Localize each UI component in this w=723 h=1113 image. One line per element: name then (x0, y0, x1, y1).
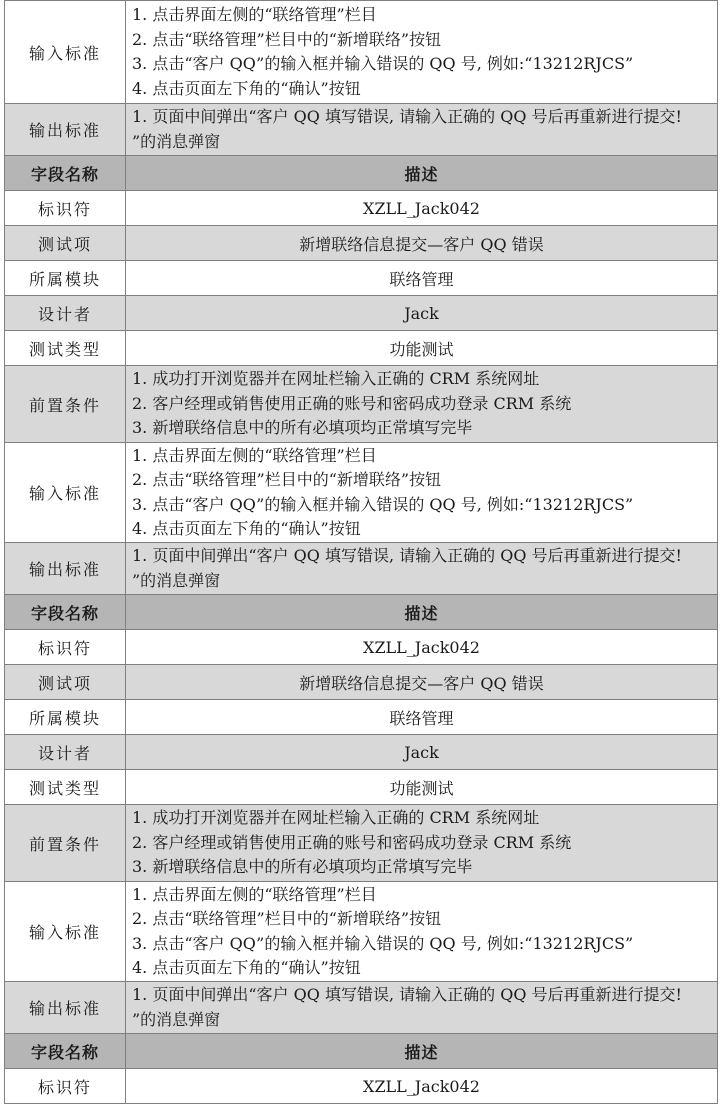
label-designer: 设计者 (5, 296, 126, 331)
label-test-item: 测试项 (5, 665, 126, 700)
row-module (5, 261, 718, 296)
label-identifier: 标识符 (5, 630, 126, 665)
precondition-lines (126, 805, 718, 882)
row-identifier (5, 630, 718, 665)
input-step: 3. 点击“客户 QQ”的输入框并输入错误的 QQ 号, 例如:“13212RJCS” (132, 54, 634, 73)
value-designer: Jack (126, 735, 718, 770)
label-test-type: 测试类型 (5, 331, 126, 366)
label-identifier: 标识符 (5, 191, 126, 226)
value-identifier: XZLL_Jack042 (126, 1069, 718, 1104)
label-designer: 设计者 (5, 735, 126, 770)
value-test-item: 新增联络信息提交—客户 QQ 错误 (126, 226, 718, 261)
header-desc: 描述 (126, 156, 718, 191)
input-step: 4. 点击页面左下角的“确认”按钮 (132, 958, 361, 977)
value-module: 联络管理 (126, 261, 718, 296)
row-output (5, 982, 718, 1034)
label-test-type: 测试类型 (5, 770, 126, 805)
input-steps (126, 443, 718, 543)
row-identifier (5, 191, 718, 226)
value-test-type: 功能测试 (126, 770, 718, 805)
input-step: 1. 点击界面左侧的“联络管理”栏目 (132, 5, 377, 24)
header-row (5, 1034, 718, 1069)
row-test-type (5, 331, 718, 366)
row-precondition (5, 366, 718, 443)
row-output (5, 104, 718, 156)
header-desc: 描述 (126, 1034, 718, 1069)
output-text: 1. 页面中间弹出“客户 QQ 填写错误, 请输入正确的 QQ 号后再重新进行提交! ”的消息弹窗 (126, 982, 718, 1034)
precondition-line: 3. 新增联络信息中的所有必填项均正常填写完毕 (132, 857, 473, 877)
row-designer (5, 296, 718, 331)
value-module: 联络管理 (126, 700, 718, 735)
input-step: 3. 点击“客户 QQ”的输入框并输入错误的 QQ 号, 例如:“13212RJCS” (132, 933, 634, 953)
row-output (5, 543, 718, 595)
precondition-lines (126, 366, 718, 443)
label-output: 输出标准 (5, 982, 126, 1034)
value-test-item: 新增联络信息提交—客户 QQ 错误 (126, 665, 718, 700)
row-test-item (5, 226, 718, 261)
input-step: 2. 点击“联络管理”栏目中的“新增联络”按钮 (132, 909, 442, 928)
row-module (5, 700, 718, 735)
row-input (5, 882, 718, 982)
input-step: 4. 点击页面左下角的“确认”按钮 (132, 78, 361, 98)
header-row (5, 156, 718, 191)
value-identifier: XZLL_Jack042 (126, 191, 718, 226)
row-input (5, 443, 718, 543)
precondition-line: 1. 成功打开浏览器并在网址栏输入正确的 CRM 系统网址 (132, 808, 540, 828)
label-module: 所属模块 (5, 261, 126, 296)
precondition-line: 2. 客户经理或销售使用正确的账号和密码成功登录 CRM 系统 (132, 832, 572, 852)
label-precondition: 前置条件 (5, 366, 126, 443)
header-desc: 描述 (126, 595, 718, 630)
input-steps (126, 882, 718, 982)
row-designer (5, 735, 718, 770)
label-precondition: 前置条件 (5, 805, 126, 882)
precondition-line: 3. 新增联络信息中的所有必填项均正常填写完毕 (132, 418, 473, 438)
precondition-line: 1. 成功打开浏览器并在网址栏输入正确的 CRM 系统网址 (132, 369, 540, 389)
precondition-line: 2. 客户经理或销售使用正确的账号和密码成功登录 CRM 系统 (132, 393, 572, 413)
label-output: 输出标准 (5, 104, 126, 156)
label-identifier: 标识符 (5, 1069, 126, 1104)
header-field: 字段名称 (5, 156, 126, 191)
header-row (5, 595, 718, 630)
input-steps (126, 1, 718, 104)
row-precondition (5, 805, 718, 882)
label-input: 输入标准 (5, 443, 126, 543)
row-test-type (5, 770, 718, 805)
label-module: 所属模块 (5, 700, 126, 735)
label-input: 输入标准 (5, 1, 126, 104)
label-input: 输入标准 (5, 882, 126, 982)
label-output: 输出标准 (5, 543, 126, 595)
input-step: 4. 点击页面左下角的“确认”按钮 (132, 519, 361, 538)
test-case-table (4, 0, 718, 1104)
output-text: 1. 页面中间弹出“客户 QQ 填写错误, 请输入正确的 QQ 号后再重新进行提交! ”的消息弹窗 (126, 543, 718, 595)
row-test-item (5, 665, 718, 700)
input-step: 2. 点击“联络管理”栏目中的“新增联络”按钮 (132, 470, 442, 489)
header-field: 字段名称 (5, 1034, 126, 1069)
row-input (5, 1, 718, 104)
input-step: 1. 点击界面左侧的“联络管理”栏目 (132, 884, 377, 904)
input-step: 2. 点击“联络管理”栏目中的“新增联络”按钮 (132, 29, 442, 49)
label-test-item: 测试项 (5, 226, 126, 261)
value-identifier: XZLL_Jack042 (126, 630, 718, 665)
output-text: 1. 页面中间弹出“客户 QQ 填写错误, 请输入正确的 QQ 号后再重新进行提交! ”的消息弹窗 (126, 104, 718, 156)
value-designer: Jack (126, 296, 718, 331)
value-test-type: 功能测试 (126, 331, 718, 366)
row-identifier (5, 1069, 718, 1104)
input-step: 3. 点击“客户 QQ”的输入框并输入错误的 QQ 号, 例如:“13212RJCS” (132, 494, 634, 514)
header-field: 字段名称 (5, 595, 126, 630)
input-step: 1. 点击界面左侧的“联络管理”栏目 (132, 445, 377, 465)
